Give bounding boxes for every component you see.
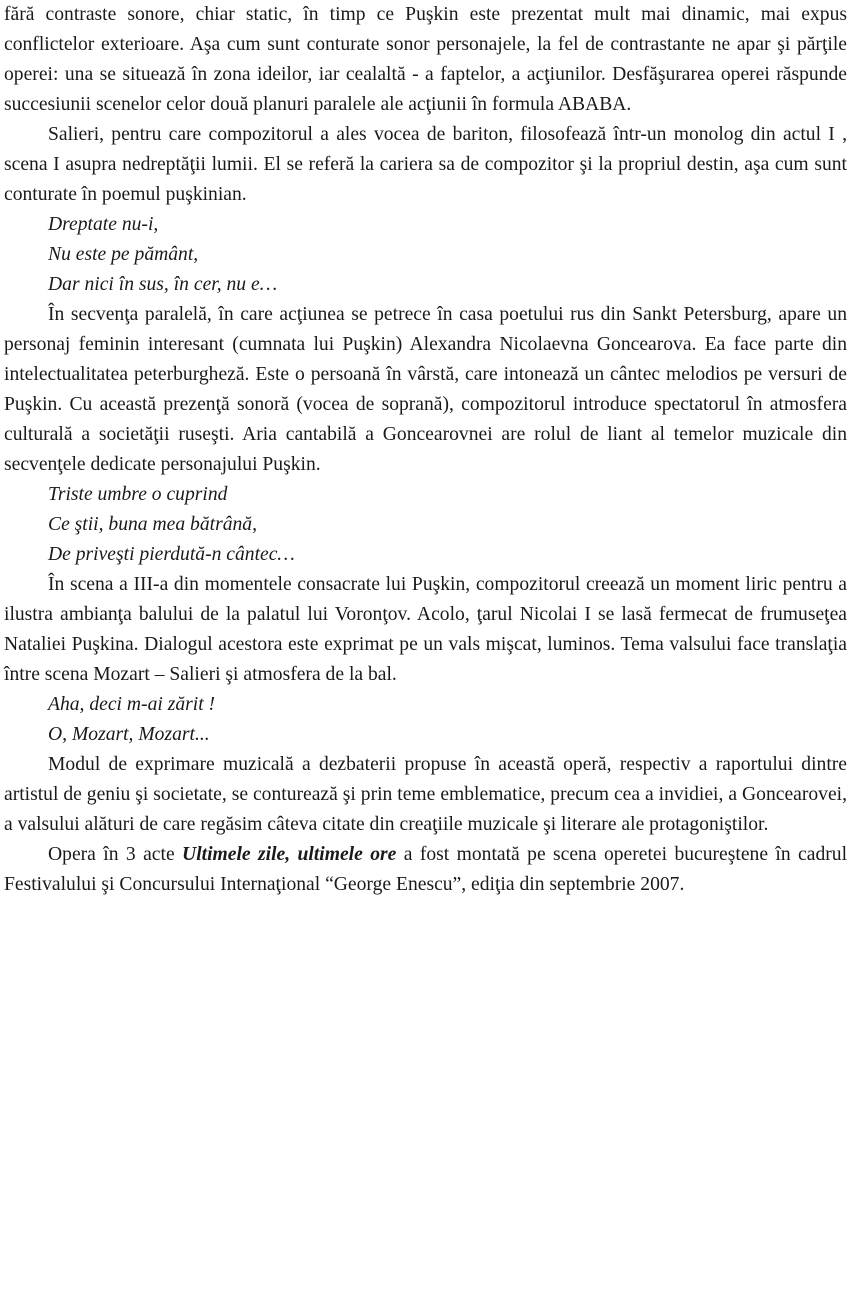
document-page [4, 0, 847, 900]
paragraph-intro: fără contraste sonore, chiar static, în timp ce Puşkin este prezentat mult mai dinamic, mai expus conflictelor exterioare. Aşa cum sunt conturate sonor personajele, la fel de contrastante ne apar şi părţile operei: una se situează în zona ideilor, iar cealaltă - a faptelor, a acţiunilor. Desfăşurarea operei răspunde succesiunii scenelor celor două planuri paralele ale acţiunii în formula ABABA. [4, 4, 847, 115]
verse-block-ball [4, 690, 847, 750]
verse-line: Triste umbre o cuprind [48, 484, 228, 505]
paragraph-musical-expression: Modul de exprimare muzicală a dezbaterii propuse în această operă, respectiv a raportului dintre artistul de geniu şi societate, se conturează şi prin teme emblematice, precum cea a invidiei, a Goncearovei, a valsului alături de care regăsim câteva citate din creaţiile muzicale şi literare ale protagoniştilor. [4, 754, 847, 835]
paragraph-premiere [4, 840, 847, 900]
premiere-text-after: a fost montată pe scena operetei bucureştene în cadrul Festivalului şi Concursului Internaţional “George Enescu”, ediţia din septembrie 2007. [4, 844, 848, 895]
verse-line: O, Mozart, Mozart... [48, 724, 210, 745]
premiere-text-before: Opera în 3 acte [48, 844, 183, 865]
verse-line: Ce ştii, buna mea bătrână, [48, 514, 257, 535]
opera-title: Ultimele zile, ultimele ore [182, 844, 397, 865]
verse-line: Dreptate nu-i, [48, 214, 159, 235]
verse-line: Dar nici în sus, în cer, nu e… [48, 274, 278, 295]
paragraph-ball-scene: În scena a III-a din momentele consacrate lui Puşkin, compozitorul creează un moment liric pentru a ilustra ambianţa balului de la palatul lui Voronţov. Acolo, ţarul Nicolai I se lasă fermecat de frumuseţea Nataliei Puşkina. Dialogul acestora este exprimat pe un vals mişcat, luminos. Tema valsului face translaţia între scena Mozart – Salieri şi atmosfera de la bal. [4, 574, 847, 685]
verse-block-goncearova [4, 480, 847, 570]
verse-line: Nu este pe pământ, [48, 244, 199, 265]
paragraph-salieri: Salieri, pentru care compozitorul a ales vocea de bariton, filosofează într-un monolog din actul I , scena I asupra nedreptăţii lumii. El se referă la cariera sa de compozitor şi la propriul destin, aşa cum sunt conturate în poemul puşkinian. [4, 124, 847, 205]
verse-block-salieri [4, 210, 847, 300]
verse-line: Aha, deci m-ai zărit ! [48, 694, 216, 715]
verse-line: De priveşti pierdută-n cântec… [48, 544, 295, 565]
paragraph-goncearova: În secvenţa paralelă, în care acţiunea se petrece în casa poetului rus din Sankt Petersburg, apare un personaj feminin interesant (cumnata lui Puşkin) Alexandra Nicolaevna Goncearova. Ea face parte din intelectualitatea peterburgheză. Este o persoană în vârstă, care intonează un cântec melodios pe versuri de Puşkin. Cu această prezenţă sonoră (vocea de soprană), compozitorul introduce spectatorul în atmosfera culturală a societăţii ruseşti. Aria cantabilă a Goncearovnei are rolul de liant al temelor muzicale din secvenţele dedicate personajului Puşkin. [4, 304, 847, 475]
